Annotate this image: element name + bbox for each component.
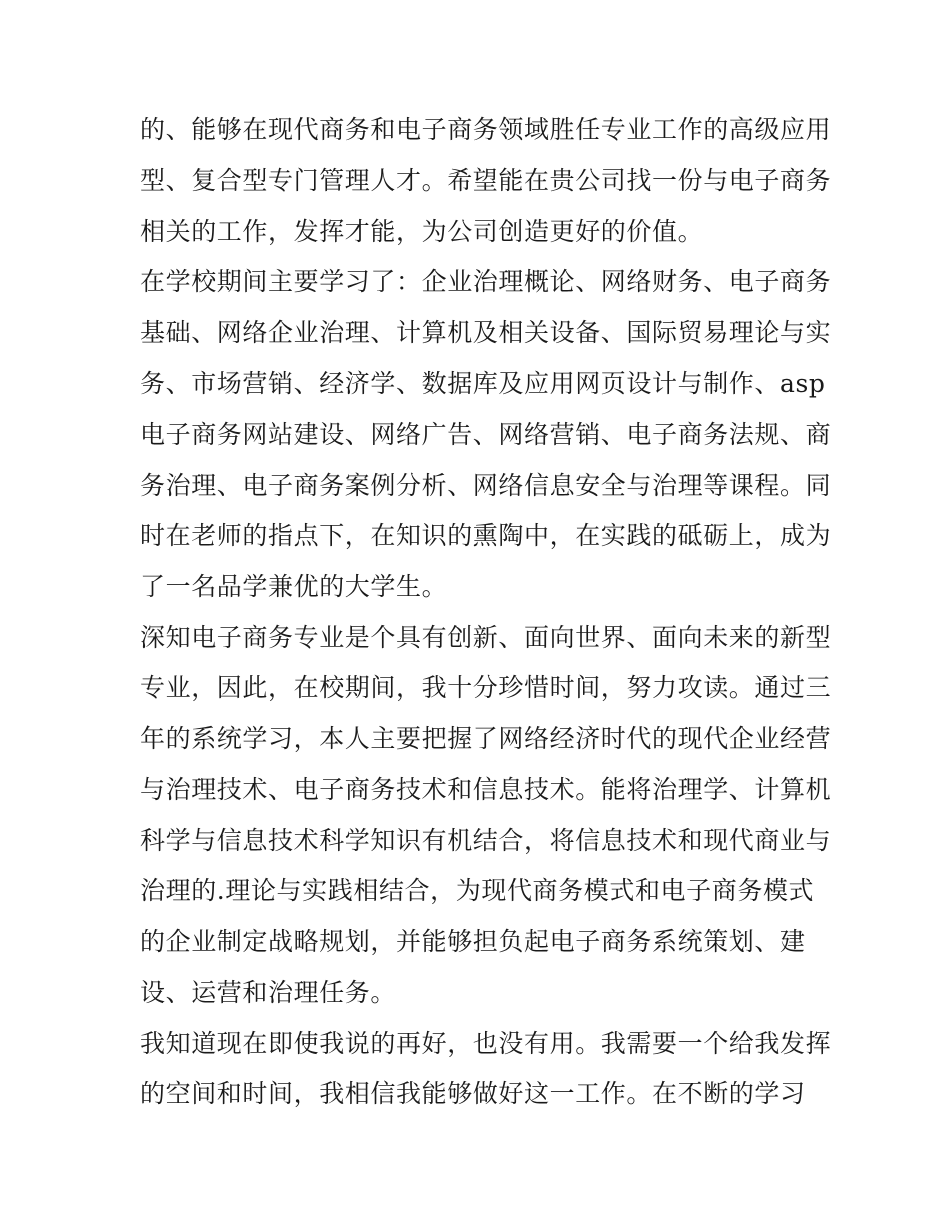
text-line: 的、能够在现代商务和电子商务领域胜任专业工作的高级应用 — [140, 115, 832, 144]
text-line: 深知电子商务专业是个具有创新、面向世界、面向未来的新型 — [140, 623, 832, 652]
text-line: 的空间和时间，我相信我能够做好这一工作。在不断的学习 — [140, 1079, 806, 1108]
text-line: 的企业制定战略规划，并能够担负起电子商务系统策划、建 — [140, 927, 806, 956]
text-line: 务、市场营销、经济学、数据库及应用网页设计与制作、asp — [140, 369, 826, 398]
text-line: 基础、网络企业治理、计算机及相关设备、国际贸易理论与实 — [140, 318, 832, 347]
text-line: 设、运营和治理任务。 — [140, 978, 397, 1007]
text-line: 治理的.理论与实践相结合，为现代商务模式和电子商务模式 — [140, 876, 815, 905]
text-line: 电子商务网站建设、网络广告、网络营销、电子商务法规、商 — [140, 420, 832, 449]
text-line: 务治理、电子商务案例分析、网络信息安全与治理等课程。同 — [140, 471, 832, 500]
text-line: 在学校期间主要学习了：企业治理概论、网络财务、电子商务 — [140, 267, 832, 296]
text-line: 相关的工作，发挥才能，为公司创造更好的价值。 — [140, 217, 704, 246]
text-line: 型、复合型专门管理人才。希望能在贵公司找一份与电子商务 — [140, 166, 832, 195]
text-line: 时在老师的指点下，在知识的熏陶中，在实践的砥砺上，成为 — [140, 521, 832, 550]
text-line: 与治理技术、电子商务技术和信息技术。能将治理学、计算机 — [140, 775, 832, 804]
text-line: 年的系统学习，本人主要把握了网络经济时代的现代企业经营 — [140, 724, 832, 753]
text-line: 我知道现在即使我说的再好，也没有用。我需要一个给我发挥 — [140, 1029, 832, 1058]
text-line: 了一名品学兼优的大学生。 — [140, 572, 448, 601]
text-line: 专业，因此，在校期间，我十分珍惜时间，努力攻读。通过三 — [140, 673, 832, 702]
text-line: 科学与信息技术科学知识有机结合，将信息技术和现代商业与 — [140, 826, 832, 855]
